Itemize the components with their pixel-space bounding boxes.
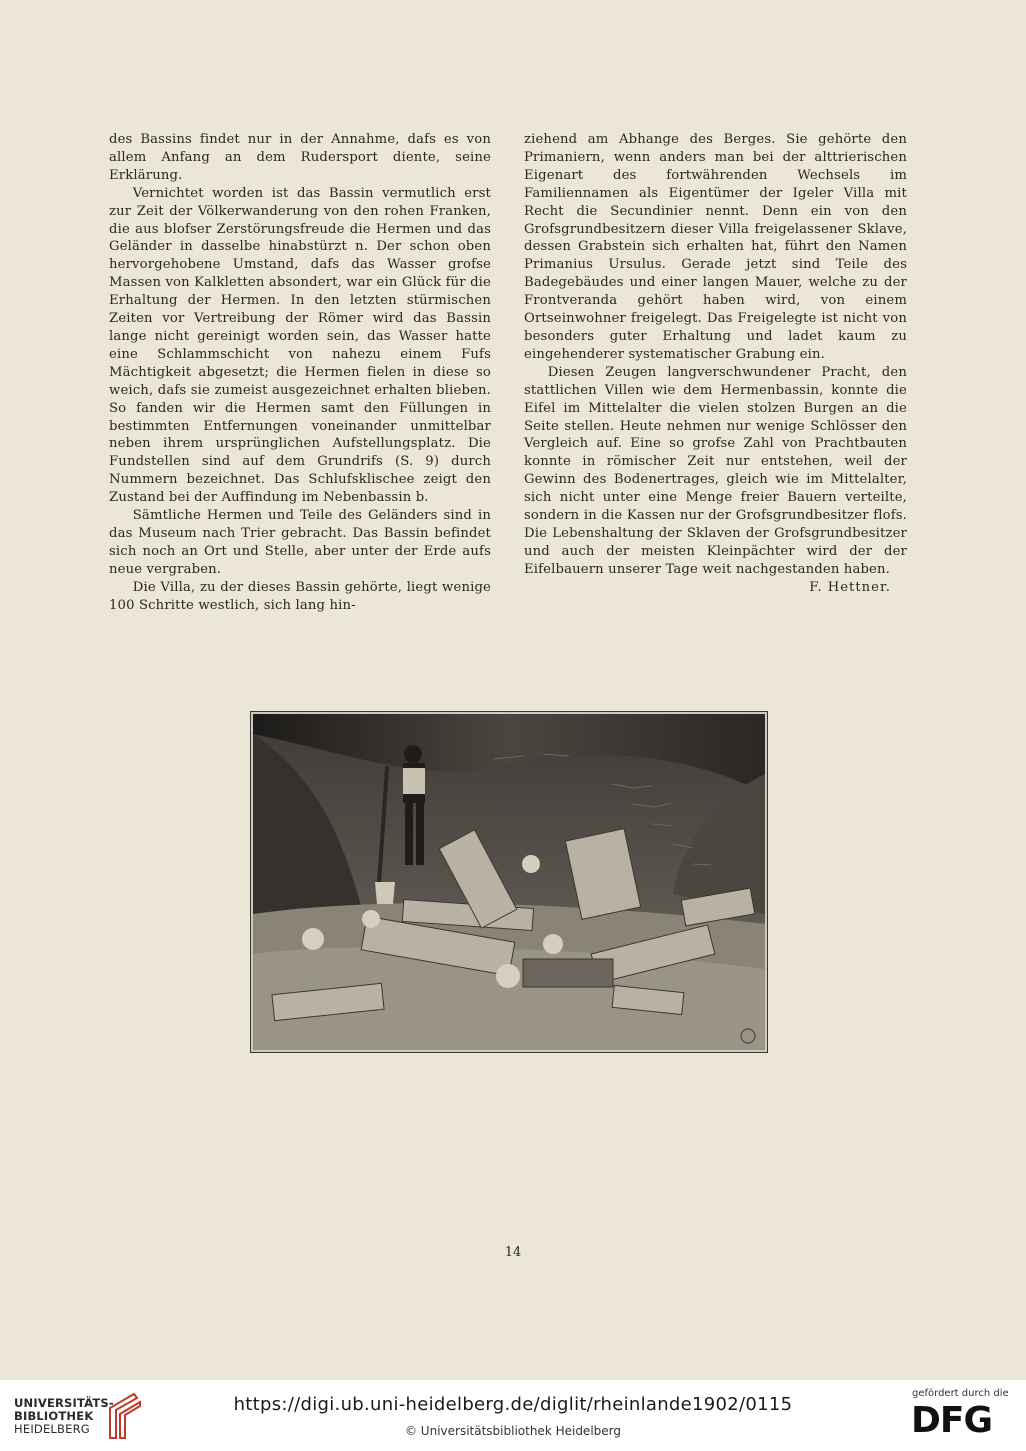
left-text-column [109, 131, 491, 614]
document-url-link[interactable]: https://digi.ub.uni-heidelberg.de/diglit/rheinlande1902/0115 [233, 1394, 793, 1415]
left-paragraph-4: Die Villa, zu der dieses Bassin gehörte, liegt wenige 100 Schritte westlich, sich lang hin- [109, 579, 491, 613]
footer-bar [0, 1380, 1026, 1451]
page-number: 14 [504, 1245, 522, 1260]
library-name-line3: HEIDELBERG [14, 1422, 90, 1436]
copyright-notice: © Universitätsbibliothek Heidelberg [404, 1424, 621, 1438]
left-paragraph-1: des Bassins findet nur in der Annahme, dafs es von allem Anfang an dem Rudersport diente, seine Erklärung. [109, 132, 491, 183]
excavation-photograph [250, 711, 768, 1053]
right-paragraph-2: Diesen Zeugen langverschwundener Pracht, den stattlichen Villen wie dem Hermenbassin, konnte die Eifel im Mittelalter die vielen stolzen Burgen an die Seite stellen. Heute nehmen nur wenige Schlösser den Vergleich auf. Eine so grofse Zahl von Prachtbauten konnte in römischer Zeit nur entstehen, weil der Gewinn des Bodenertrages, gleich wie im Mittelalter, sich nicht unter eine Menge freier Bauern verteilte, sondern in die Kassen nur der Grofsgrundbesitzer flofs. Die Lebenshaltung der Sklaven der Grofsgrundbesitzer und auch der meisten Kleinpächter wird der der Eifelbauern unserer Tage weit nachgestanden haben. [524, 364, 907, 577]
left-paragraph-2: Vernichtet worden ist das Bassin vermutlich erst zur Zeit der Völkerwanderung von den rohen Franken, die aus blofser Zerstörungsfreude die Hermen und das Geländer in dasselbe hinabstürzt n. Der schon oben hervorgehobene Umstand, dafs das Wasser grofse Massen von Kalkletten absondert, war ein Glück für die Erhaltung der Hermen. In den letzten stürmischen Zeiten vor Vertreibung der Römer wird das Bassin lange nicht gereinigt worden sein, das Wasser hatte eine Schlammschicht von nahezu einem Fufs Mächtigkeit abgesetzt; die Hermen fielen in diese so weich, dafs sie zumeist ausgezeichnet erhalten blieben. So fanden wir die Hermen samt den Füllungen in bestimmten Entfernungen voneinander unmittelbar neben ihrem ursprünglichen Aufstellungsplatz. Die Fundstellen sind auf dem Grundrifs (S. 9) durch Nummern bezeichnet. Das Schlufsklischee zeigt den Zustand bei der Auffindung im Nebenbassin b. [109, 185, 491, 506]
library-name-line1: UNIVERSITÄTS- [14, 1396, 114, 1410]
dfg-logo: DFG [911, 1400, 993, 1441]
left-paragraph-3: Sämtliche Hermen und Teile des Geländers sind in das Museum nach Trier gebracht. Das Bassin befindet sich noch an Ort und Stelle, aber unter der Erde aufs neue vergraben. [109, 508, 491, 577]
right-text-column [524, 131, 907, 597]
funding-note: gefördert durch die [912, 1388, 1009, 1399]
library-name-line2: BIBLIOTHEK [14, 1409, 94, 1423]
excavation-photo-drawing [253, 714, 765, 1050]
right-paragraph-1: ziehend am Abhange des Berges. Sie gehörte den Primaniern, wenn anders man bei der alttrierischen Eigenart des fortwährenden Wechsels im Familiennamen als Eigentümer der Igeler Villa mit Recht die Secundinier nennt. Denn ein von den Grofsgrundbesitzern dieser Villa freigelassener Sklave, dessen Grabstein sich erhalten hat, führt den Namen Primanius Ursulus. Gerade jetzt sind Teile des Badegebäudes und einer langen Mauer, welche zu der Frontveranda gehört haben wird, von einem Ortseinwohner freigelegt. Das Freigelegte ist nicht von besonders guter Erhaltung und ladet kaum zu eingehenderer systematischer Grabung ein. [524, 132, 907, 362]
author-signature: F. Hettner. [809, 579, 891, 595]
